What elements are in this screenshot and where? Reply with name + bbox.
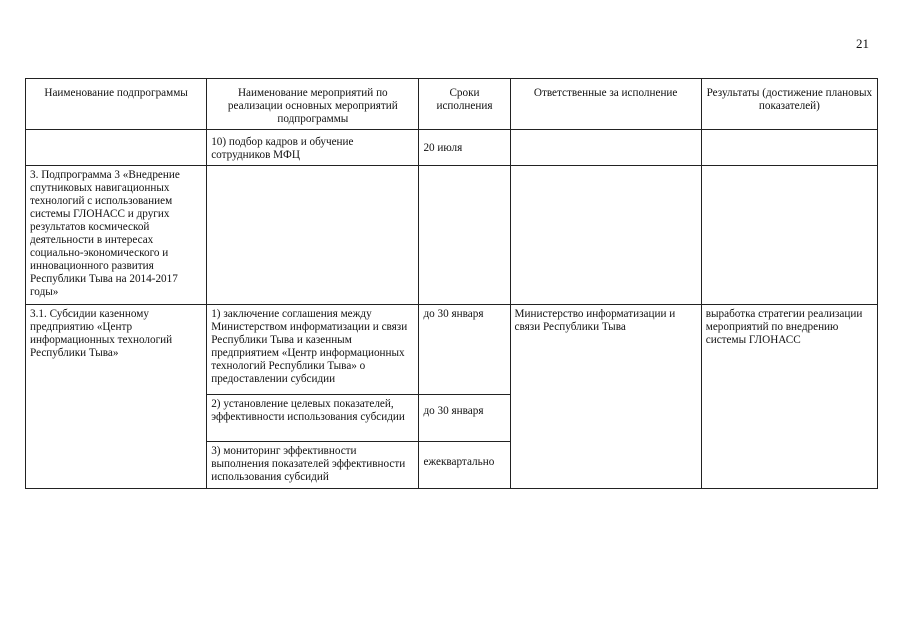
cell-result [701,166,877,305]
header-responsible: Ответственные за исполнение [510,79,701,130]
cell-result: выработка стратегии реализации мероприятий по внедрению системы ГЛОНАСС [701,305,877,489]
header-results: Результаты (достижение плановых показателей) [701,79,877,130]
cell-responsible: Министерство информатизации и связи Республики Тыва [510,305,701,489]
cell-responsible [510,130,701,166]
header-subprogram: Наименование подпрограммы [26,79,207,130]
table-row [26,166,878,305]
cell-deadline: до 30 января [419,305,510,395]
cell-deadline: 20 июля [419,130,510,166]
page-number: 21 [856,36,869,51]
cell-subprogram: 3.1. Субсидии казенному предприятию «Центр информационных технологий Республики Тыва» [26,305,207,489]
cell-subprogram: 3. Подпрограмма 3 «Внедрение спутниковых навигационных технологий с использованием системы ГЛОНАСС и других результатов космической деятельности в интересах социально-экономического и инновационного развития Республики Тыва на 2014-2017 годы» [26,166,207,305]
cell-result [701,130,877,166]
cell-measure: 1) заключение соглашения между Министерством информатизации и связи Республики Тыва и казенным предприятием «Центр информационных технологий Республики Тыва» о предоставлении субсидии [207,305,419,395]
cell-measure: 3) мониторинг эффективности выполнения показателей эффективности использования субсидий [207,442,419,489]
cell-measure [207,166,419,305]
table-row [26,305,878,395]
cell-deadline [419,166,510,305]
measures-table [25,78,878,489]
cell-subprogram [26,130,207,166]
cell-measure: 2) установление целевых показателей, эффективности использования субсидии [207,395,419,442]
cell-responsible [510,166,701,305]
cell-deadline: ежеквартально [419,442,510,489]
header-deadlines: Сроки исполнения [419,79,510,130]
cell-measure: 10) подбор кадров и обучение сотрудников МФЦ [207,130,419,166]
header-measures: Наименование мероприятий по реализации основных мероприятий подпрограммы [207,79,419,130]
cell-deadline: до 30 января [419,395,510,442]
table-header-row [26,79,878,130]
table-row [26,130,878,166]
